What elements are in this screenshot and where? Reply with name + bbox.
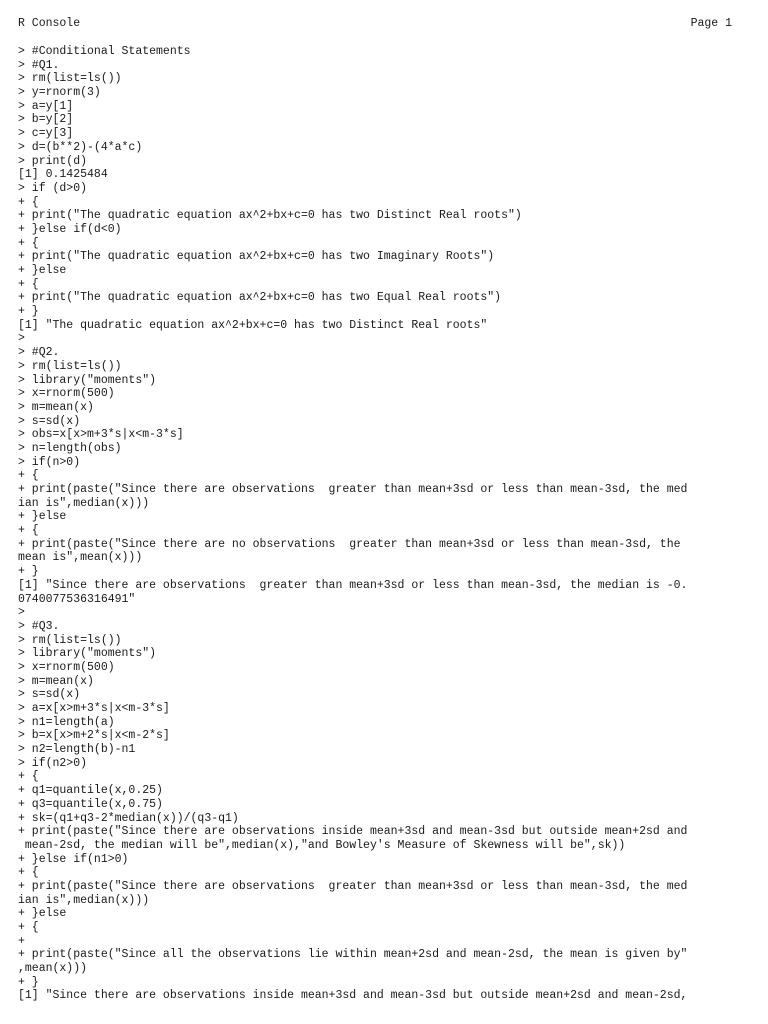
console-line: 0740077536316491"	[18, 592, 136, 606]
console-line: + }else	[18, 264, 67, 277]
console-line: > s=sd(x)	[18, 414, 81, 428]
console-line: + print(paste("Since there are observations greater than mean+3sd or less than mean-3sd, the med	[18, 879, 688, 893]
console-line: + {	[18, 195, 39, 209]
console-line: > a=y[1]	[18, 99, 74, 113]
console-line: mean-2sd, the median will be",median(x),"and Bowley's Measure of Skewness will be",sk))	[18, 838, 626, 852]
console-line: > #Q2.	[18, 346, 60, 360]
console-line: > obs=x[x>m+3*s|x<m-3*s]	[18, 428, 184, 442]
console-line: ,mean(x)))	[18, 962, 88, 976]
console-line: + print(paste("Since there are observations greater than mean+3sd or less than mean-3sd, the med	[18, 483, 688, 496]
console-line: + print(paste("Since all the observations lie within mean+2sd and mean-2sd, the mean is given by"	[18, 948, 688, 962]
console-line: [1] 0.1425484	[18, 168, 108, 182]
console-line: + {	[18, 921, 39, 934]
console-line: ian is",median(x)))	[18, 893, 150, 907]
console-line: > m=mean(x)	[18, 674, 94, 688]
console-line: + print(paste("Since there are observations inside mean+3sd and mean-3sd but outside mean+2sd and	[18, 825, 688, 839]
console-line: [1] "The quadratic equation ax^2+bx+c=0 has two Distinct Real roots"	[18, 318, 488, 332]
console-line: > library("moments")	[18, 647, 157, 661]
page-number: Page 1	[690, 17, 732, 30]
console-line: > rm(list=ls())	[18, 359, 122, 373]
console-line: + {	[18, 277, 39, 291]
console-line: > rm(list=ls())	[18, 72, 122, 86]
page-header	[18, 17, 732, 31]
console-line: > if(n>0)	[18, 455, 81, 469]
console-line: > #Conditional Statements	[18, 45, 191, 58]
console-line: > n=length(obs)	[18, 441, 122, 455]
console-line: > rm(list=ls())	[18, 633, 122, 647]
console-line: + }	[18, 565, 39, 579]
console-line: + q3=quantile(x,0.75)	[18, 797, 163, 811]
console-line: > if (d>0)	[18, 181, 88, 195]
console-line: [1] "Since there are observations inside mean+3sd and mean-3sd but outside mean+2sd and mean-2sd,	[18, 989, 688, 1003]
console-line: + print("The quadratic equation ax^2+bx+c=0 has two Equal Real roots")	[18, 291, 502, 305]
console-line: >	[18, 332, 25, 346]
console-line: ian is",median(x)))	[18, 496, 150, 510]
console-line: > c=y[3]	[18, 127, 74, 141]
console-line: > b=y[2]	[18, 113, 74, 127]
console-line: + }	[18, 975, 39, 989]
console-line: + q1=quantile(x,0.25)	[18, 784, 163, 798]
console-line: > x=rnorm(500)	[18, 660, 115, 674]
console-line: > n2=length(b)-n1	[18, 743, 136, 757]
console-line: > m=mean(x)	[18, 400, 94, 414]
console-line: + print("The quadratic equation ax^2+bx+c=0 has two Imaginary Roots")	[18, 250, 495, 264]
console-line: + }else	[18, 510, 67, 524]
console-transcript	[18, 45, 754, 1003]
console-line: + {	[18, 770, 39, 784]
console-line: + }	[18, 305, 39, 319]
console-line: > #Q1.	[18, 58, 60, 72]
console-line: > library("moments")	[18, 373, 157, 387]
console-line: > b=x[x>m+2*s|x<m-2*s]	[18, 729, 170, 743]
console-line: > #Q3.	[18, 619, 60, 633]
console-line: [1] "Since there are observations greater than mean+3sd or less than mean-3sd, the median is -0.	[18, 578, 688, 592]
console-line: + {	[18, 866, 39, 880]
console-line: + }else if(d<0)	[18, 222, 122, 236]
console-line: + {	[18, 469, 39, 483]
console-line: mean is",mean(x)))	[18, 551, 143, 565]
console-line: >	[18, 606, 25, 620]
console-line: + {	[18, 236, 39, 250]
console-line: > a=x[x>m+3*s|x<m-3*s]	[18, 702, 170, 715]
console-line: > y=rnorm(3)	[18, 86, 101, 100]
document-title: R Console	[18, 17, 81, 30]
console-line: + print(paste("Since there are no observations greater than mean+3sd or less than mean-3sd, the	[18, 537, 681, 551]
console-line: > n1=length(a)	[18, 715, 115, 729]
console-line: + }else if(n1>0)	[18, 852, 129, 866]
console-line: > s=sd(x)	[18, 688, 81, 702]
console-line: + sk=(q1+q3-2*median(x))/(q3-q1)	[18, 811, 239, 825]
console-line: > if(n2>0)	[18, 756, 88, 770]
console-line: > print(d)	[18, 154, 88, 168]
console-line: +	[18, 934, 25, 948]
console-line: > x=rnorm(500)	[18, 387, 115, 401]
console-line: + print("The quadratic equation ax^2+bx+c=0 has two Distinct Real roots")	[18, 209, 522, 223]
console-line: + }else	[18, 907, 67, 921]
console-line: > d=(b**2)-(4*a*c)	[18, 140, 143, 154]
console-line: + {	[18, 524, 39, 538]
